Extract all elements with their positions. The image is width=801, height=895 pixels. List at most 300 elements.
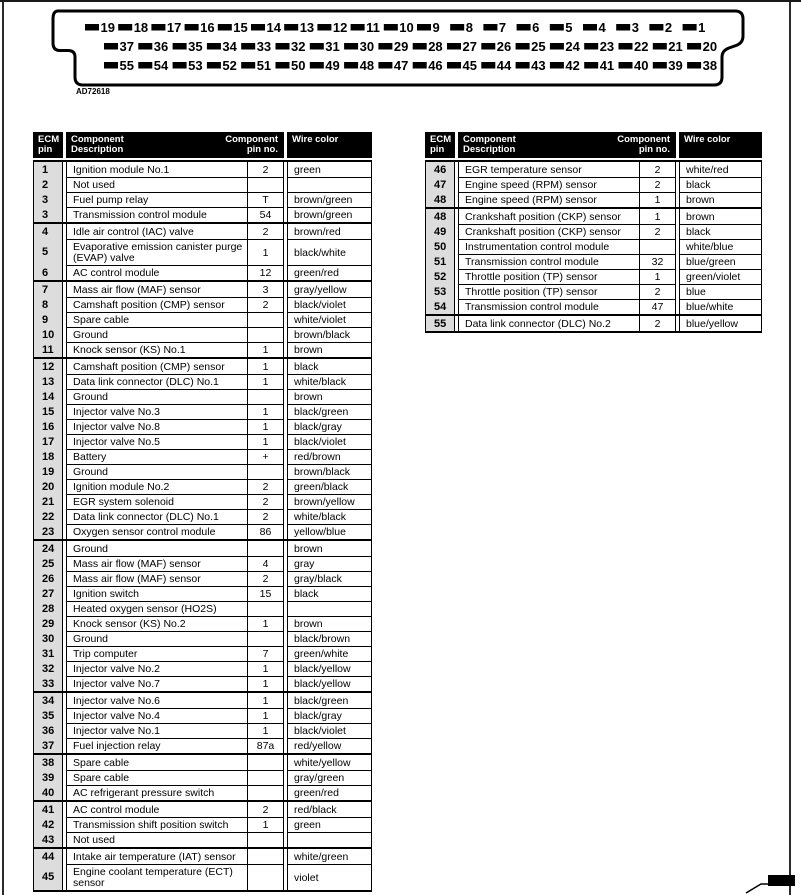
component-cell-group: [66, 359, 284, 374]
wire-color-cell: brown/green: [287, 207, 372, 222]
component-cell-group: [66, 785, 284, 800]
wire-color-cell: green: [287, 817, 372, 832]
connector-pin-mark: [384, 24, 398, 31]
wire-color-cell: blue/yellow: [679, 316, 762, 331]
component-description-cell: Ignition switch: [73, 588, 139, 600]
ecm-pin-cell: 7: [33, 282, 63, 297]
component-pin-no-cell: 15: [247, 587, 283, 601]
table-row: [425, 314, 762, 331]
connector-pin-number: 36: [153, 39, 169, 54]
connector-pin-mark: [118, 24, 132, 31]
connector-pin-number: 16: [200, 20, 215, 35]
ecm-pin-cell: 25: [33, 556, 63, 571]
connector-pin-number: 24: [565, 39, 580, 54]
ecm-connector-diagram: [0, 2, 801, 102]
component-cell-group: [66, 419, 284, 434]
table-row: [33, 847, 372, 864]
connector-pin-mark: [218, 24, 232, 31]
connector-pin-number: 20: [702, 39, 718, 54]
ecm-pin-cell: 2: [33, 177, 63, 192]
header-component: Component Description Component pin no.: [66, 132, 284, 158]
component-description-cell: EGR temperature sensor: [465, 163, 582, 176]
wire-color-cell: black/white: [287, 239, 372, 265]
connector-pin-number: 41: [599, 58, 615, 73]
table-row: [33, 177, 372, 192]
header-ecm-pin: ECM pin: [425, 132, 455, 158]
component-description-cell: Idle air control (IAC) valve: [73, 225, 194, 238]
wire-color-cell: black/yellow: [287, 676, 372, 691]
connector-pin-mark: [649, 24, 663, 31]
header-component: Component Description Component pin no.: [458, 132, 676, 158]
connector-pin-number: 13: [299, 20, 315, 35]
wire-color-cell: white/black: [287, 509, 372, 524]
ecm-pin-cell: 52: [425, 269, 455, 284]
table-row: [425, 269, 762, 284]
connector-pin-mark: [653, 43, 667, 50]
connector-pin-mark: [138, 43, 152, 50]
ecm-pin-cell: 44: [33, 849, 63, 864]
component-description-cell: Crankshaft position (CKP) sensor: [465, 226, 621, 238]
component-description-cell: Throttle position (TP) sensor: [465, 271, 598, 283]
connector-pin-number: 14: [266, 20, 281, 35]
table-row: [33, 832, 372, 847]
ecm-pin-cell: 4: [33, 224, 63, 239]
connector-pin-mark: [447, 62, 461, 69]
wire-color-cell: [287, 177, 372, 192]
connector-pin-mark: [344, 62, 358, 69]
component-description-cell: Ground: [73, 466, 109, 478]
connector-pin-number: 37: [119, 39, 134, 54]
ecm-pin-cell: 16: [33, 419, 63, 434]
component-description-cell: Injector valve No.3: [73, 406, 160, 418]
ecm-pin-cell: 10: [33, 327, 63, 342]
component-cell-group: [66, 524, 284, 539]
component-description-cell: Oxygen sensor control module: [73, 526, 216, 538]
component-cell-group: [66, 802, 284, 817]
component-cell-group: [66, 708, 284, 723]
component-cell-group: [66, 849, 284, 864]
table-header: [425, 132, 762, 158]
wire-color-cell: white/blue: [679, 239, 762, 254]
table-row: [33, 374, 372, 389]
component-pin-no-cell: 47: [639, 300, 675, 314]
wire-color-cell: black: [287, 586, 372, 601]
connector-pin-number: 6: [532, 20, 540, 35]
component-description-cell: Transmission control module: [465, 301, 599, 313]
component-pin-no-cell: 2: [247, 298, 283, 312]
component-pin-no-cell: [247, 390, 283, 404]
ecm-pin-cell: 23: [33, 524, 63, 539]
wire-color-cell: gray/green: [287, 770, 372, 785]
connector-pin-mark: [151, 24, 165, 31]
ecm-pin-cell: 38: [33, 755, 63, 770]
connector-pin-number: 12: [332, 20, 348, 35]
connector-pin-number: 8: [465, 20, 473, 35]
wire-color-cell: green/red: [287, 785, 372, 800]
table-row: [33, 297, 372, 312]
wire-color-cell: gray/yellow: [287, 282, 372, 297]
component-cell-group: [66, 404, 284, 419]
table-row: [33, 723, 372, 738]
connector-pin-mark: [483, 24, 497, 31]
wire-color-cell: green/violet: [679, 269, 762, 284]
ecm-pin-cell: 54: [425, 299, 455, 314]
connector-pin-mark: [378, 43, 392, 50]
connector-pin-number: 35: [188, 39, 203, 54]
component-pin-no-cell: 7: [247, 647, 283, 661]
ecm-pin-cell: 13: [33, 374, 63, 389]
component-pin-no-cell: [247, 178, 283, 192]
table-row: [33, 479, 372, 494]
component-cell-group: [66, 693, 284, 708]
connector-pin-mark: [583, 24, 597, 31]
component-cell-group: [66, 449, 284, 464]
table-row: [33, 753, 372, 770]
component-pin-no-cell: [247, 865, 283, 890]
table-row: [33, 265, 372, 280]
component-description-cell: Ground: [73, 329, 109, 341]
component-cell-group: [66, 631, 284, 646]
connector-pin-mark: [683, 24, 697, 31]
component-description-cell: Instrumentation control module: [465, 241, 610, 253]
table-row: [33, 631, 372, 646]
connector-pin-mark: [104, 62, 118, 69]
connector-pin-number: 33: [256, 39, 272, 54]
component-cell-group: [458, 224, 676, 239]
component-description-cell: Trip computer: [73, 648, 138, 660]
connector-pin-mark: [619, 62, 633, 69]
ecm-pin-cell: 49: [425, 224, 455, 239]
connector-pin-number: 23: [599, 39, 615, 54]
component-description-cell: Transmission shift position switch: [73, 819, 229, 831]
wire-color-cell: black/green: [287, 693, 372, 708]
connector-pin-mark: [413, 43, 427, 50]
connector-pin-mark: [104, 43, 118, 50]
table-row: [425, 192, 762, 207]
ecm-pin-cell: 42: [33, 817, 63, 832]
component-cell-group: [66, 162, 284, 177]
connector-pin-number: 54: [153, 58, 169, 73]
connector-pin-number: 53: [188, 58, 203, 73]
component-cell-group: [458, 299, 676, 314]
connector-pin-mark: [251, 24, 265, 31]
ecm-pin-cell: 6: [33, 265, 63, 280]
component-description-cell: Fuel injection relay: [73, 740, 161, 752]
component-description-cell: Ground: [73, 542, 109, 555]
component-description-cell: Throttle position (TP) sensor: [465, 286, 598, 298]
component-pin-no-cell: 1: [639, 209, 675, 224]
wire-color-cell: black/violet: [287, 297, 372, 312]
component-cell-group: [66, 661, 284, 676]
wire-color-cell: black/violet: [287, 434, 372, 449]
component-pin-no-cell: [247, 541, 283, 556]
table-row: [33, 509, 372, 524]
component-cell-group: [66, 770, 284, 785]
ecm-pin-cell: 3: [33, 207, 63, 222]
ecm-pin-cell: 50: [425, 239, 455, 254]
connector-pin-mark: [481, 43, 495, 50]
connector-pin-mark: [450, 24, 464, 31]
ecm-pin-cell: 33: [33, 676, 63, 691]
ecm-pin-cell: 31: [33, 646, 63, 661]
connector-pin-mark: [276, 43, 290, 50]
table-row: [33, 770, 372, 785]
component-pin-no-cell: 1: [247, 709, 283, 723]
component-cell-group: [66, 676, 284, 691]
table-row: [33, 616, 372, 631]
table-row: [425, 207, 762, 224]
component-description-cell: Ignition module No.1: [73, 163, 170, 176]
ecm-pin-cell: 48: [425, 192, 455, 207]
ecm-pin-cell: 20: [33, 479, 63, 494]
ecm-pin-cell: 27: [33, 586, 63, 601]
wire-color-cell: white/violet: [287, 312, 372, 327]
connector-pin-number: 44: [496, 58, 512, 73]
connector-pin-mark: [351, 24, 365, 31]
header-wire-color: Wire color: [287, 132, 372, 158]
connector-pin-number: 2: [664, 20, 673, 35]
connector-pin-number: 9: [432, 20, 440, 35]
connector-pin-mark: [550, 43, 564, 50]
component-cell-group: [66, 282, 284, 297]
component-pin-no-cell: [247, 849, 283, 864]
connector-pin-mark: [584, 62, 598, 69]
connector-pin-number: 28: [428, 39, 443, 54]
table-row: [33, 785, 372, 800]
connector-pin-number: 22: [634, 39, 649, 54]
component-cell-group: [458, 316, 676, 331]
component-cell-group: [66, 509, 284, 524]
component-description-cell: Injector valve No.2: [73, 663, 160, 675]
wire-color-cell: black: [679, 224, 762, 239]
connector-pin-mark: [310, 43, 324, 50]
table-row: [33, 556, 372, 571]
wire-color-cell: [287, 832, 372, 847]
component-pin-no-cell: 32: [639, 255, 675, 269]
table-row: [33, 327, 372, 342]
component-description-cell: Camshaft position (CMP) sensor: [73, 299, 225, 311]
component-cell-group: [66, 738, 284, 753]
ecm-pin-cell: 26: [33, 571, 63, 586]
wire-color-cell: red/brown: [287, 449, 372, 464]
connector-pin-mark: [207, 43, 221, 50]
component-cell-group: [458, 269, 676, 284]
component-pin-no-cell: 1: [639, 193, 675, 207]
table-row: [425, 224, 762, 239]
wire-color-cell: [287, 601, 372, 616]
wire-color-cell: brown: [287, 616, 372, 631]
ecm-pin-cell: 30: [33, 631, 63, 646]
ecm-pin-cell: 14: [33, 389, 63, 404]
component-pin-no-cell: [247, 786, 283, 800]
component-description-cell: Engine speed (RPM) sensor: [465, 194, 597, 206]
component-cell-group: [458, 177, 676, 192]
table-row: [33, 449, 372, 464]
component-description-cell: Evaporative emission canister purge (EVAP) valve: [73, 240, 243, 264]
wire-color-cell: brown: [287, 342, 372, 357]
wire-color-cell: brown: [287, 541, 372, 556]
connector-pin-number: 25: [531, 39, 546, 54]
connector-pin-mark: [550, 24, 564, 31]
component-pin-no-cell: [639, 240, 675, 254]
ecm-pin-cell: 22: [33, 509, 63, 524]
wire-color-cell: white/red: [679, 162, 762, 177]
component-description-cell: Ignition module No.2: [73, 481, 170, 493]
connector-pin-number: 18: [133, 20, 149, 35]
wire-color-cell: blue/green: [679, 254, 762, 269]
ecm-pin-cell: 41: [33, 802, 63, 817]
component-description-cell: Not used: [73, 834, 116, 846]
component-pin-no-cell: [247, 313, 283, 327]
page-corner-mark: [743, 872, 797, 895]
component-description-cell: Knock sensor (KS) No.2: [73, 618, 186, 630]
wire-color-cell: black/violet: [287, 723, 372, 738]
table-row: [33, 524, 372, 539]
component-pin-no-cell: 1: [247, 724, 283, 738]
ecm-pin-cell: 34: [33, 693, 63, 708]
component-pin-no-cell: 54: [247, 208, 283, 222]
connector-pin-mark: [481, 62, 495, 69]
component-pin-no-cell: 1: [247, 617, 283, 631]
component-pin-no-cell: [247, 833, 283, 847]
table-row: [33, 571, 372, 586]
component-cell-group: [66, 616, 284, 631]
connector-pin-mark: [138, 62, 152, 69]
table-row: [33, 646, 372, 661]
table-row: [33, 539, 372, 556]
component-description-cell: Injector valve No.4: [73, 710, 160, 722]
connector-pin-mark: [417, 24, 431, 31]
table-row: [33, 494, 372, 509]
table-row: [33, 280, 372, 297]
component-pin-no-cell: 2: [247, 510, 283, 524]
wire-color-cell: violet: [287, 864, 372, 890]
header-ecm-pin: ECM pin: [33, 132, 63, 158]
table-row: [33, 222, 372, 239]
component-cell-group: [66, 389, 284, 404]
component-cell-group: [66, 864, 284, 890]
ecm-pin-cell: 19: [33, 464, 63, 479]
page-left-border: [2, 2, 4, 895]
ecm-pin-table-left: [33, 132, 372, 892]
component-description-cell: Spare cable: [73, 772, 130, 784]
wire-color-cell: black/gray: [287, 708, 372, 723]
table-row: [33, 601, 372, 616]
component-cell-group: [458, 254, 676, 269]
component-description-cell: Crankshaft position (CKP) sensor: [465, 210, 621, 223]
ecm-pin-cell: 12: [33, 359, 63, 374]
connector-pin-number: 15: [233, 20, 248, 35]
connector-pin-number: 4: [598, 20, 606, 35]
connector-pin-number: 43: [531, 58, 546, 73]
connector-pin-mark: [344, 43, 358, 50]
component-cell-group: [66, 177, 284, 192]
table-row: [425, 284, 762, 299]
component-cell-group: [458, 239, 676, 254]
connector-pin-number: 48: [359, 58, 375, 73]
page-right-border: [789, 2, 791, 895]
table-row: [33, 800, 372, 817]
table-row: [33, 586, 372, 601]
connector-pin-mark: [378, 62, 392, 69]
component-pin-no-cell: [247, 465, 283, 479]
component-description-cell: Heated oxygen sensor (HO2S): [73, 603, 217, 615]
ecm-pin-cell: 1: [33, 162, 63, 177]
component-cell-group: [66, 327, 284, 342]
wire-color-cell: red/yellow: [287, 738, 372, 753]
connector-pin-number: 39: [668, 58, 683, 73]
connector-pin-mark: [241, 43, 255, 50]
component-description-cell: Mass air flow (MAF) sensor: [73, 573, 201, 585]
connector-pin-number: 21: [668, 39, 683, 54]
component-description-cell: Mass air flow (MAF) sensor: [73, 558, 201, 570]
component-cell-group: [66, 265, 284, 280]
component-cell-group: [66, 312, 284, 327]
component-cell-group: [458, 192, 676, 207]
connector-pin-mark: [185, 24, 199, 31]
component-pin-no-cell: T: [247, 193, 283, 207]
table-row: [33, 357, 372, 374]
connector-pin-mark: [276, 62, 290, 69]
connector-pin-mark: [173, 43, 187, 50]
component-pin-no-cell: 1: [247, 343, 283, 357]
connector-pin-number: 32: [291, 39, 306, 54]
component-description-cell: AC control module: [73, 803, 160, 816]
table-row: [33, 207, 372, 222]
component-pin-no-cell: 1: [639, 270, 675, 284]
component-description-cell: Injector valve No.6: [73, 694, 160, 707]
connector-pin-number: 19: [100, 20, 115, 35]
wire-color-cell: brown: [679, 192, 762, 207]
table-row: [33, 676, 372, 691]
connector-pin-mark: [284, 24, 298, 31]
table-row: [33, 312, 372, 327]
table-row: [425, 299, 762, 314]
connector-pin-number: 51: [256, 58, 272, 73]
connector-pin-number: 46: [428, 58, 443, 73]
ecm-pin-cell: 51: [425, 254, 455, 269]
table-row: [33, 404, 372, 419]
component-description-cell: Ground: [73, 391, 109, 403]
ecm-pin-cell: 17: [33, 434, 63, 449]
component-pin-no-cell: 1: [247, 375, 283, 389]
wire-color-cell: blue: [679, 284, 762, 299]
ecm-pin-cell: 15: [33, 404, 63, 419]
component-pin-no-cell: [247, 755, 283, 770]
connector-pin-number: 1: [698, 20, 706, 35]
connector-pin-number: 42: [565, 58, 580, 73]
wire-color-cell: green/red: [287, 265, 372, 280]
table-row: [33, 691, 372, 708]
component-cell-group: [66, 239, 284, 265]
table-row: [33, 738, 372, 753]
component-pin-no-cell: 2: [639, 162, 675, 177]
component-description-cell: Battery: [73, 451, 107, 463]
connector-pin-mark: [85, 24, 99, 31]
component-pin-no-cell: 1: [247, 662, 283, 676]
table-row: [425, 162, 762, 177]
connector-pin-number: 47: [393, 58, 409, 73]
component-cell-group: [66, 646, 284, 661]
ecm-pin-table-right: [425, 132, 762, 333]
connector-pin-mark: [550, 62, 564, 69]
component-cell-group: [66, 342, 284, 357]
component-pin-no-cell: 4: [247, 557, 283, 571]
component-pin-no-cell: 1: [247, 405, 283, 419]
table-header: [33, 132, 372, 158]
connector-pin-number: 5: [565, 20, 573, 35]
ecm-pin-cell: 18: [33, 449, 63, 464]
